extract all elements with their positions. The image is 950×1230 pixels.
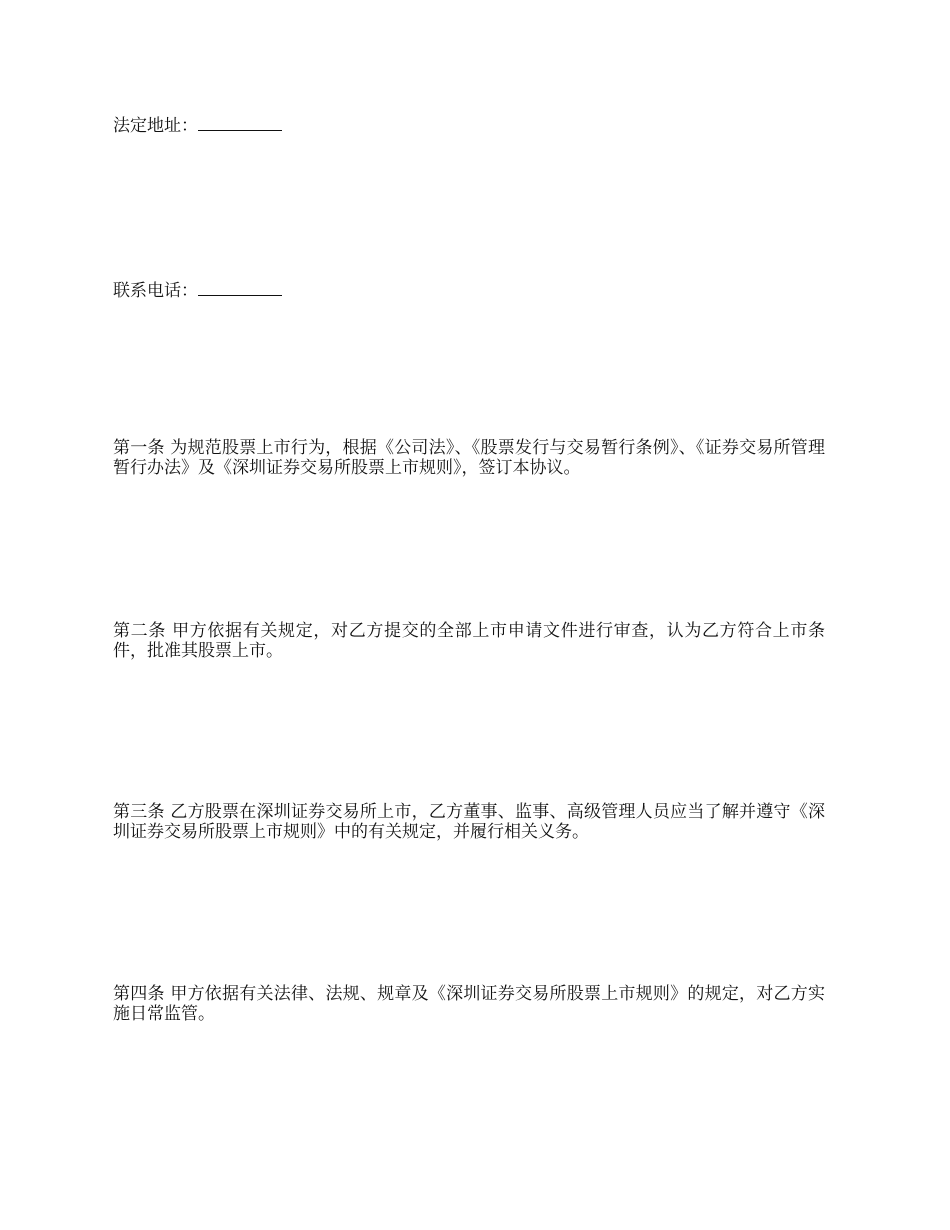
contact-phone-field — [113, 281, 825, 301]
article-4: 第四条 甲方依据有关法律、法规、规章及《深圳证券交易所股票上市规则》的规定，对乙方实施日常监管。 — [113, 984, 825, 1024]
legal-address-blank — [198, 116, 282, 131]
legal-address-label: 法定地址： — [113, 116, 198, 136]
contact-phone-blank — [198, 281, 282, 296]
article-2: 第二条 甲方依据有关规定，对乙方提交的全部上市申请文件进行审查，认为乙方符合上市条件，批准其股票上市。 — [113, 621, 825, 661]
contact-phone-label: 联系电话： — [113, 281, 198, 301]
article-3: 第三条 乙方股票在深圳证券交易所上市，乙方董事、监事、高级管理人员应当了解并遵守《深圳证券交易所股票上市规则》中的有关规定，并履行相关义务。 — [113, 802, 825, 842]
legal-address-field — [113, 116, 825, 136]
article-1: 第一条 为规范股票上市行为，根据《公司法》、《股票发行与交易暂行条例》、《证券交易所管理暂行办法》及《深圳证券交易所股票上市规则》，签订本协议。 — [113, 438, 825, 478]
